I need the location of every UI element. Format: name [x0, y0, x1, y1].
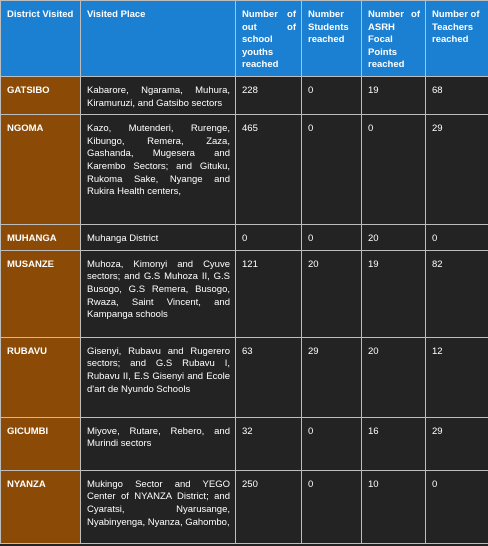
- teachers-reached-cell: 0: [426, 470, 488, 543]
- visited-place-cell: Kabarore, Ngarama, Muhura, Kiramuruzi, and Gatsibo sectors: [81, 76, 236, 114]
- students-reached-cell: 0: [302, 417, 362, 470]
- district-cell: NYANZA: [1, 470, 81, 543]
- students-reached-cell: 0: [302, 470, 362, 543]
- focal-points-cell: 20: [362, 225, 426, 251]
- table-row: [1, 470, 488, 543]
- teachers-reached-cell: 12: [426, 337, 488, 417]
- visited-place-cell: Mukingo Sector and YEGO Center of NYANZA District; and Cyaratsi, Nyarusange, Nyabinyenga, Nyanza, Gahombo,: [81, 470, 236, 543]
- youths-reached-cell: 63: [236, 337, 302, 417]
- table-row: [1, 417, 488, 470]
- district-cell: RUBAVU: [1, 337, 81, 417]
- visited-place-cell: Kazo, Mutenderi, Rurenge, Kibungo, Remera, Zaza, Gashanda, Mugesera and Karembo Sectors; and Gituku, Rukoma Sake, Nyange and Rukira Health centers,: [81, 115, 236, 225]
- visited-place-cell: Muhoza, Kimonyi and Cyuve sectors; and G.S Muhoza II, G.S Busogo, G.S Remera, Busogo, Rwaza, Saint Vincent, and Kampanga schools: [81, 250, 236, 337]
- district-cell: GICUMBI: [1, 417, 81, 470]
- teachers-reached-cell: 82: [426, 250, 488, 337]
- header-asrh-focal-points: Number of ASRH Focal Points reached: [362, 1, 426, 77]
- youths-reached-cell: 228: [236, 76, 302, 114]
- students-reached-cell: 0: [302, 225, 362, 251]
- teachers-reached-cell: 68: [426, 76, 488, 114]
- students-reached-cell: 20: [302, 250, 362, 337]
- district-cell: NGOMA: [1, 115, 81, 225]
- header-visited-place: Visited Place: [81, 1, 236, 77]
- table-header-row: [1, 1, 488, 77]
- students-reached-cell: 0: [302, 115, 362, 225]
- district-cell: MUHANGA: [1, 225, 81, 251]
- visited-place-cell: Miyove, Rutare, Rebero, and Murindi sectors: [81, 417, 236, 470]
- focal-points-cell: 10: [362, 470, 426, 543]
- teachers-reached-cell: 0: [426, 225, 488, 251]
- focal-points-cell: 19: [362, 76, 426, 114]
- youths-reached-cell: 465: [236, 115, 302, 225]
- focal-points-cell: 20: [362, 337, 426, 417]
- header-district-visited: District Visited: [1, 1, 81, 77]
- youths-reached-cell: 0: [236, 225, 302, 251]
- visited-place-cell: Gisenyi, Rubavu and Rugerero sectors; and G.S Rubavu I, Rubavu II, E.S Gisenyi and Ecole d'art de Nyundo Schools: [81, 337, 236, 417]
- students-reached-cell: 29: [302, 337, 362, 417]
- table-row: [1, 115, 488, 225]
- focal-points-cell: 19: [362, 250, 426, 337]
- table-row: [1, 250, 488, 337]
- table-row: [1, 225, 488, 251]
- focal-points-cell: 16: [362, 417, 426, 470]
- district-cell: GATSIBO: [1, 76, 81, 114]
- focal-points-cell: 0: [362, 115, 426, 225]
- header-out-of-school-youths: Number of out of school youths reached: [236, 1, 302, 77]
- youths-reached-cell: 250: [236, 470, 302, 543]
- header-students-reached: Number Students reached: [302, 1, 362, 77]
- visited-place-cell: Muhanga District: [81, 225, 236, 251]
- teachers-reached-cell: 29: [426, 115, 488, 225]
- youths-reached-cell: 121: [236, 250, 302, 337]
- district-cell: MUSANZE: [1, 250, 81, 337]
- youths-reached-cell: 32: [236, 417, 302, 470]
- table-row: [1, 337, 488, 417]
- table-row: [1, 76, 488, 114]
- header-teachers-reached: Number of Teachers reached: [426, 1, 488, 77]
- teachers-reached-cell: 29: [426, 417, 488, 470]
- students-reached-cell: 0: [302, 76, 362, 114]
